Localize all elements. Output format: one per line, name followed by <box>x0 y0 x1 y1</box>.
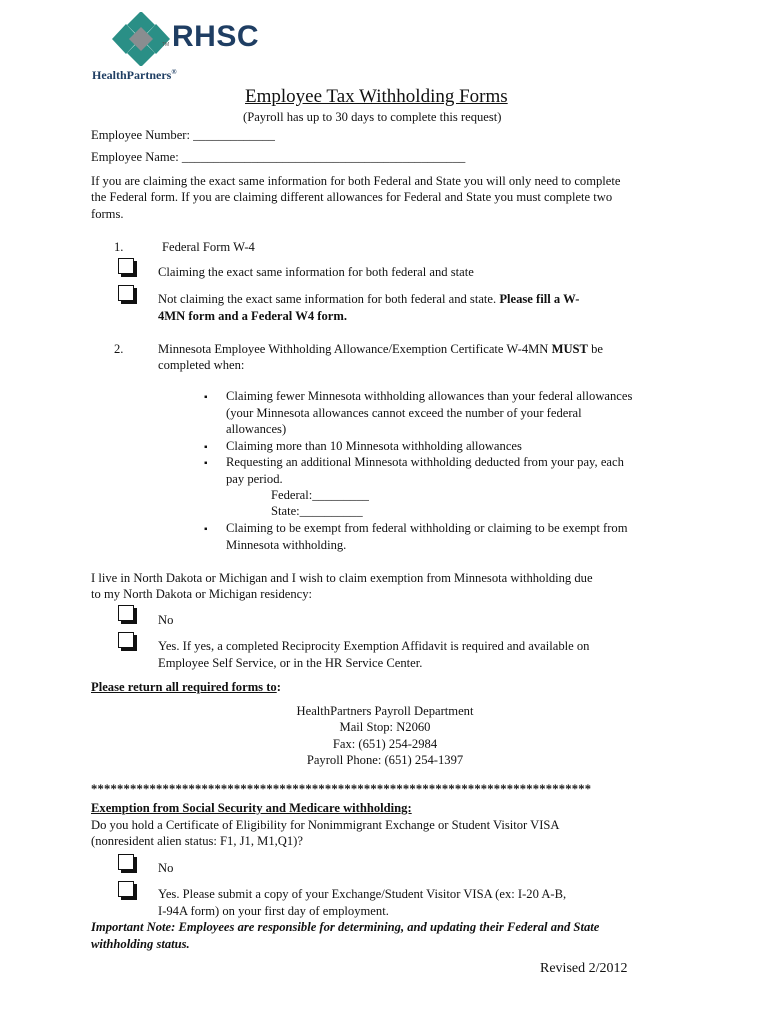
section-2-line-2: completed when: <box>158 358 245 372</box>
visa-yes-line-2: I-94A form) on your first day of employment. <box>158 904 389 918</box>
bullet-1-line-1: Claiming fewer Minnesota withholding allowances than your federal allowances <box>226 389 633 403</box>
different-info-label-line-1: Not claiming the exact same information for both federal and state. Please fill a W- <box>158 292 580 306</box>
employee-number-field[interactable]: Employee Number: _____________ <box>91 128 275 142</box>
visa-yes-line-1: Yes. Please submit a copy of your Exchange/Student Visitor VISA (ex: I-20 A-B, <box>158 887 567 901</box>
bullet-4-line-2: Minnesota withholding. <box>226 538 347 552</box>
org-name: HealthPartners® <box>92 68 177 82</box>
residency-no-checkbox[interactable] <box>118 605 134 621</box>
bullet-1-line-2: (your Minnesota allowances cannot exceed the number of your federal <box>226 406 582 420</box>
bullet-icon: ▪ <box>204 458 208 469</box>
section-1-number: 1. <box>114 240 124 254</box>
bullet-4-line-1: Claiming to be exempt from federal withholding or claiming to be exempt from <box>226 521 628 535</box>
exemption-heading: Exemption from Social Security and Medicare withholding: <box>91 801 412 815</box>
section-2-line-1: Minnesota Employee Withholding Allowance/Exemption Certificate W-4MN MUST be <box>158 342 603 356</box>
page-title: Employee Tax Withholding Forms <box>245 86 508 107</box>
revision-date: Revised 2/2012 <box>540 961 628 976</box>
address-line-3: Fax: (651) 254-2984 <box>332 737 438 751</box>
residency-no-label: No <box>158 613 174 627</box>
visa-no-checkbox[interactable] <box>118 854 134 870</box>
residency-yes-line-2: Employee Self Service, or in the HR Service Center. <box>158 656 423 670</box>
bullet-1-line-3: allowances) <box>226 422 287 436</box>
intro-line-3: forms. <box>91 207 124 221</box>
return-heading: Please return all required forms to: <box>91 680 281 694</box>
intro-line-1: If you are claiming the exact same information for both Federal and State you will only need to complete <box>91 174 621 188</box>
diamond-logo-icon <box>92 12 172 66</box>
exemption-question-line-1: Do you hold a Certificate of Eligibility for Nonimmigrant Exchange or Student Visitor VISA <box>91 818 560 832</box>
important-note-line-2: withholding status. <box>91 937 190 951</box>
page-subtitle: (Payroll has up to 30 days to complete this request) <box>243 110 502 124</box>
intro-line-2: the Federal form. If you are claiming different allowances for Federal and State you must complete two <box>91 190 613 204</box>
bullet-icon: ▪ <box>204 392 208 403</box>
residency-yes-checkbox[interactable] <box>118 632 134 648</box>
trademark-mark: TM <box>162 42 170 48</box>
bullet-2: Claiming more than 10 Minnesota withholding allowances <box>226 439 522 453</box>
employee-name-field[interactable]: Employee Name: _____________________________________________ <box>91 150 466 164</box>
different-info-label-line-2: 4MN form and a Federal W4 form. <box>158 309 347 323</box>
address-line-1: HealthPartners Payroll Department <box>296 704 474 718</box>
visa-no-label: No <box>158 861 174 875</box>
same-info-label: Claiming the exact same information for both federal and state <box>158 265 474 279</box>
state-amount-field[interactable]: State:__________ <box>271 504 363 518</box>
same-info-checkbox[interactable] <box>118 258 134 274</box>
bullet-icon: ▪ <box>204 442 208 453</box>
important-note-line-1: Important Note: Employees are responsible for determining, and updating their Federal and State <box>91 920 600 934</box>
residency-line-2: to my North Dakota or Michigan residency: <box>91 587 313 601</box>
section-2-number: 2. <box>114 342 124 356</box>
federal-amount-field[interactable]: Federal:_________ <box>271 488 369 502</box>
address-line-4: Payroll Phone: (651) 254-1397 <box>306 753 464 767</box>
section-1-title: Federal Form W-4 <box>162 240 255 254</box>
different-info-checkbox[interactable] <box>118 285 134 301</box>
visa-yes-checkbox[interactable] <box>118 881 134 897</box>
residency-line-1: I live in North Dakota or Michigan and I wish to claim exemption from Minnesota withholding due <box>91 571 593 585</box>
bullet-3-line-2: pay period. <box>226 472 283 486</box>
residency-yes-line-1: Yes. If yes, a completed Reciprocity Exemption Affidavit is required and available on <box>158 639 590 653</box>
address-line-2: Mail Stop: N2060 <box>339 720 431 734</box>
bullet-icon: ▪ <box>204 524 208 535</box>
brand-name: RHSC <box>172 20 260 53</box>
exemption-question-line-2: (nonresident alien status: F1, J1, M1,Q1)? <box>91 834 303 848</box>
asterisk-divider: ***************************************************************************** <box>91 782 592 796</box>
bullet-3-line-1: Requesting an additional Minnesota withholding deducted from your pay, each <box>226 455 624 469</box>
